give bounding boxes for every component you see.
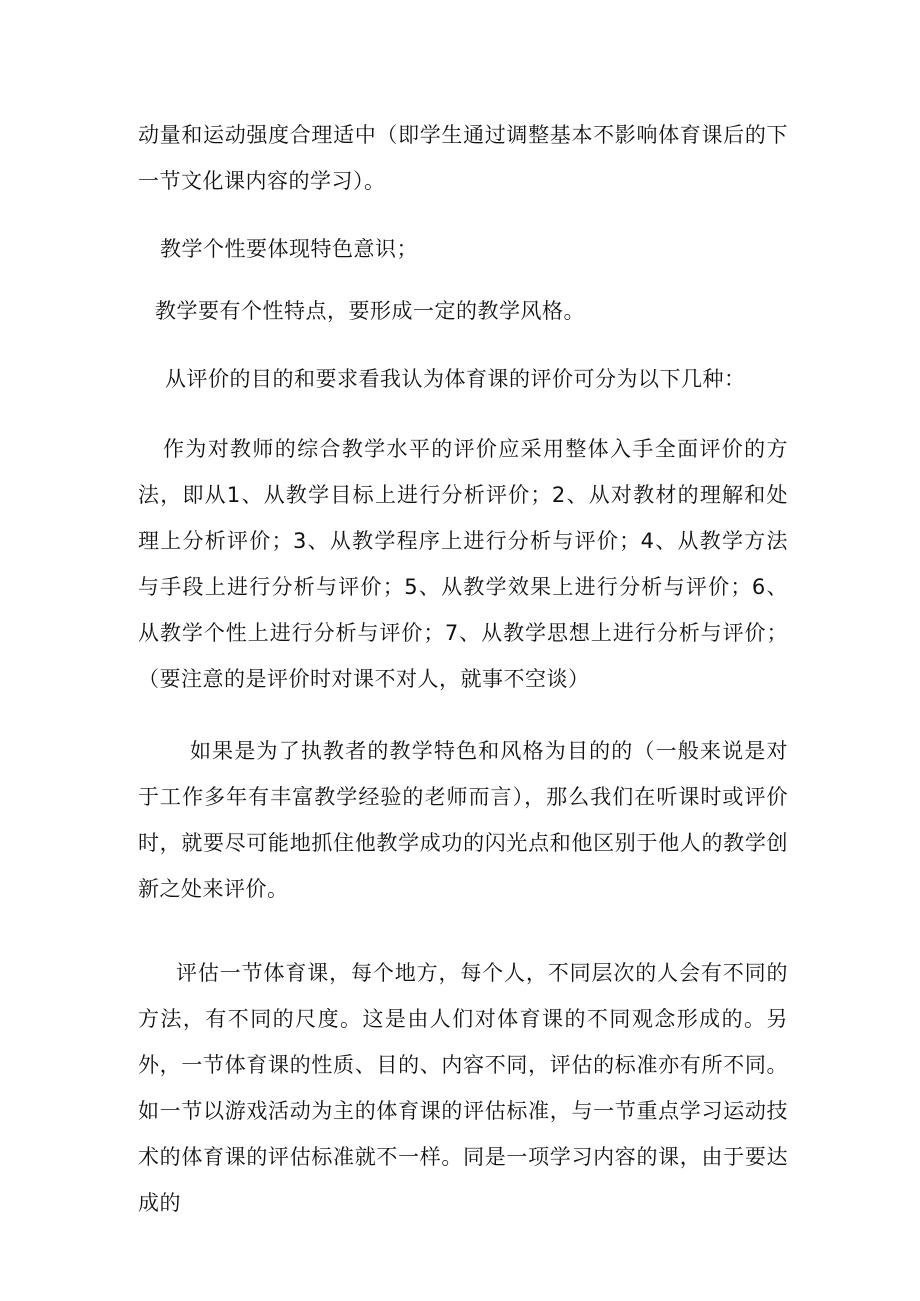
- paragraph-continuation: 动量和运动强度合理适中（即学生通过调整基本不影响体育课后的下一节文化课内容的学习）。: [138, 123, 788, 193]
- paragraph-evaluation-standards: 评估一节体育课，每个地方，每个人，不同层次的人会有不同的方法，有不同的尺度。这是由人们对体育课的不同观念形成的。另外，一节体育课的性质、目的、内容不同，评估的标准亦有所不同。如一节以游戏活动为主的体育课的评估标准，与一节重点学习运动技术的体育课的评估标准就不一样。同是一项学习内容的课，由于要达成的: [138, 961, 788, 1215]
- paragraph-evaluation-types: 从评价的目的和要求看我认为体育课的评价可分为以下几种：: [165, 367, 746, 391]
- paragraph-teaching-style: 教学要有个性特点，要形成一定的教学风格。: [155, 299, 585, 323]
- paragraph-teaching-personality: 教学个性要体现特色意识；: [160, 237, 418, 261]
- paragraph-teaching-characteristics: 如果是为了执教者的教学特色和风格为目的的（一般来说是对于工作多年有丰富教学经验的老师而言），那么我们在听课时或评价时，就要尽可能地抓住他教学成功的闪光点和他区别于他人的教学创新之处来评价。: [138, 739, 788, 901]
- paragraph-comprehensive-evaluation: 作为对教师的综合教学水平的评价应采用整体入手全面评价的方法，即从1、从教学目标上进行分析评价；2、从对教材的理解和处理上分析评价；3、从教学程序上进行分析与评价；4、从教学方法与手段上进行分析与评价；5、从教学效果上进行分析与评价；6、从教学个性上进行分析与评价；7、从教学思想上进行分析与评价；（要注意的是评价时对课不对人，就事不空谈）: [138, 437, 788, 691]
